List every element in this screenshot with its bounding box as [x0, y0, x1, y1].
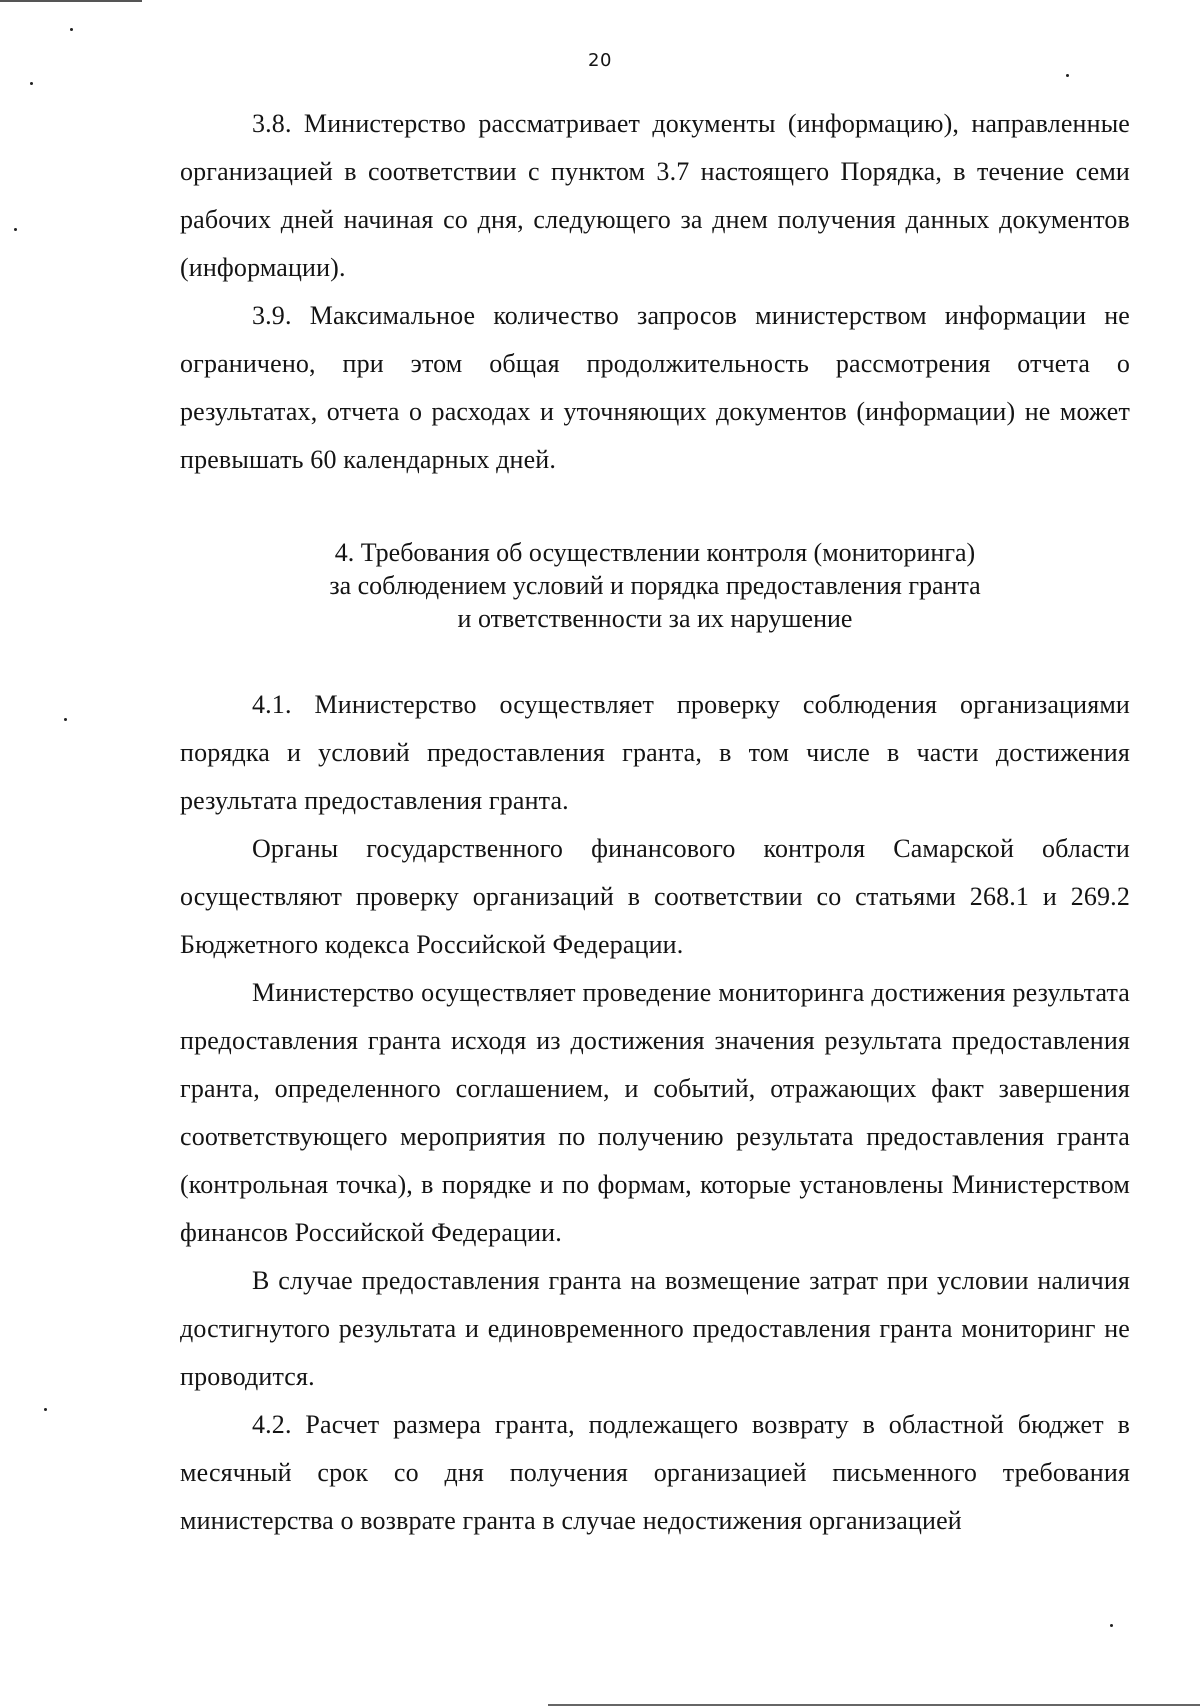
scan-edge-bottom: [548, 1704, 1200, 1706]
paragraph-4-2: 4.2. Расчет размера гранта, подлежащего возврату в областной бюджет в месячный срок со дня получения организацией письменного требования министерства о возврате гранта в случае недостижения организацией: [180, 1410, 1130, 1535]
section-heading: [180, 536, 1130, 635]
document-body: [180, 100, 1130, 1545]
scan-edge-top: [0, 0, 142, 2]
paragraph-3-9: 3.9. Максимальное количество запросов министерством информации не ограничено, при этом общая продолжительность рассмотрения отчета о результатах, отчета о расходах и уточняющих документов (информации) не может превышать 60 календарных дней.: [180, 301, 1130, 474]
scan-speck: [64, 718, 67, 721]
section-heading-line: и ответственности за их нарушение: [457, 604, 853, 633]
section-heading-line: 4. Требования об осуществлении контроля (мониторинга): [334, 538, 976, 567]
page-number: 20: [588, 50, 612, 71]
scan-speck: [44, 1408, 47, 1411]
paragraph-no-monitoring: В случае предоставления гранта на возмещение затрат при условии наличия достигнутого результата и единовременного предоставления гранта мониторинг не проводится.: [180, 1266, 1130, 1391]
scan-speck: [70, 28, 73, 31]
paragraph-3-8: 3.8. Министерство рассматривает документы (информацию), направленные организацией в соответствии с пунктом 3.7 настоящего Порядка, в течение семи рабочих дней начиная со дня, следующего за днем получения данных документов (информации).: [180, 109, 1130, 282]
paragraph-monitoring: Министерство осуществляет проведение мониторинга достижения результата предоставления гранта исходя из достижения значения результата предоставления гранта, определенного соглашением, и событий, отражающих факт завершения соответствующего мероприятия по получению результата предоставления гранта (контрольная точка), в порядке и по формам, которые установлены Министерством финансов Российской Федерации.: [180, 978, 1130, 1247]
scan-speck: [14, 228, 17, 231]
scan-speck: [1110, 1624, 1113, 1627]
paragraph-financial-control: Органы государственного финансового контроля Самарской области осуществляют проверку организаций в соответствии со статьями 268.1 и 269.2 Бюджетного кодекса Российской Федерации.: [180, 834, 1130, 959]
scan-speck: [1066, 74, 1069, 77]
section-heading-line: за соблюдением условий и порядка предоставления гранта: [329, 571, 981, 600]
scan-speck: [30, 82, 33, 85]
paragraph-4-1: 4.1. Министерство осуществляет проверку соблюдения организациями порядка и условий предоставления гранта, в том числе в части достижения результата предоставления гранта.: [180, 690, 1130, 815]
